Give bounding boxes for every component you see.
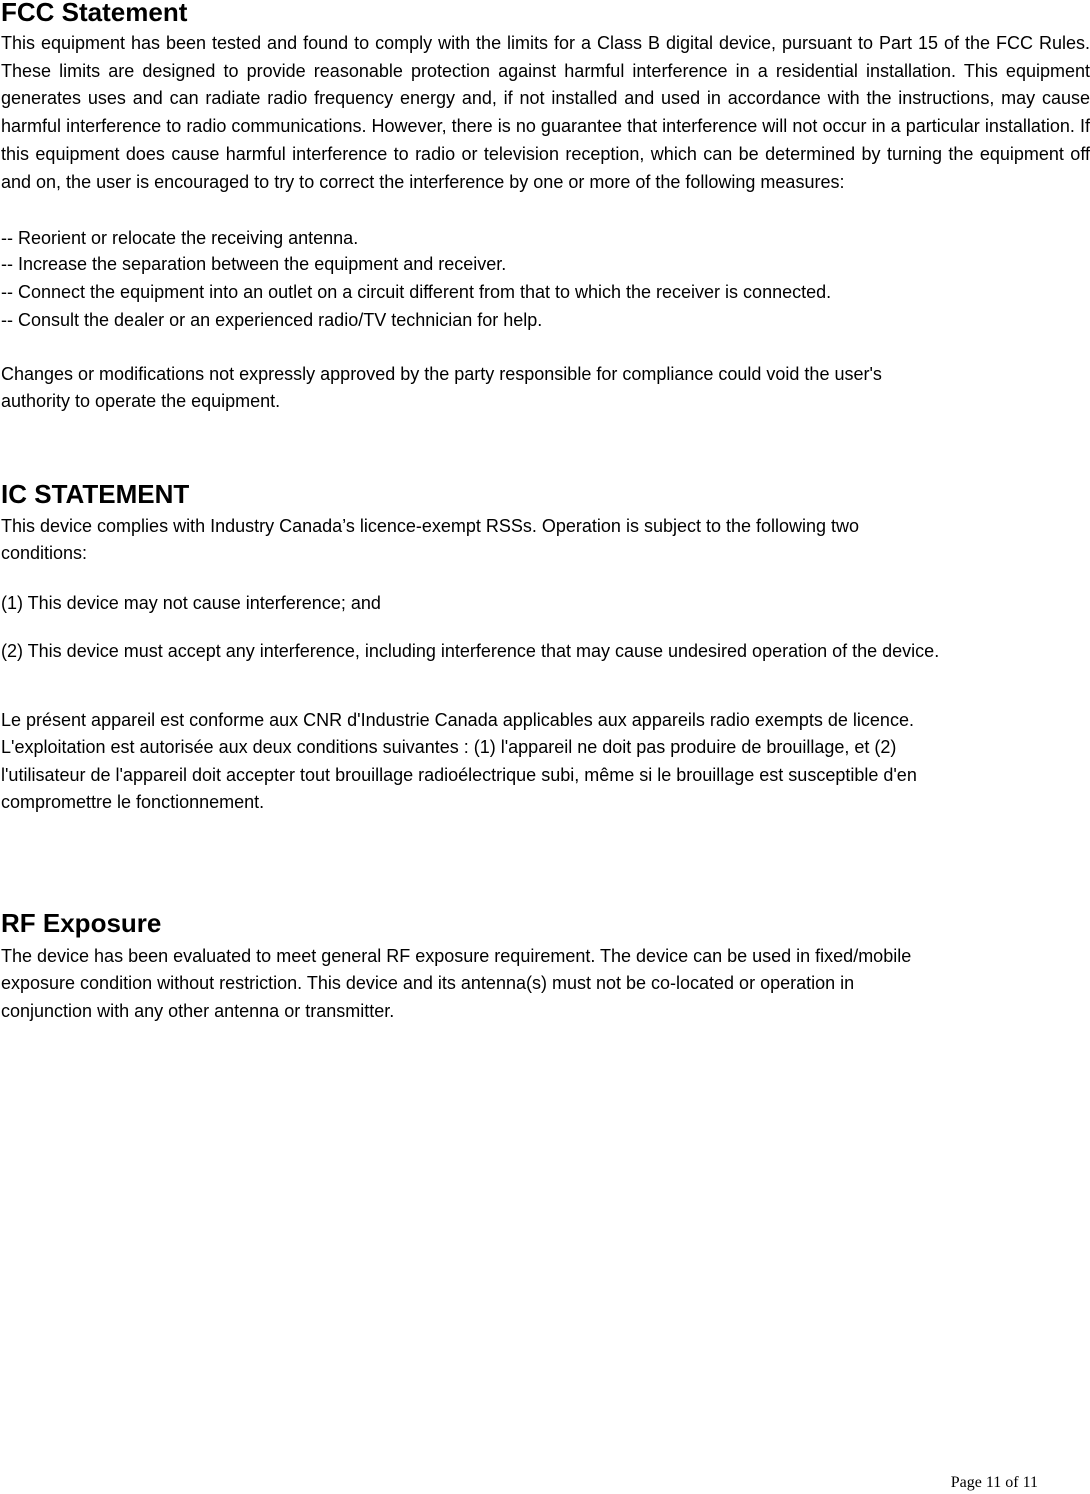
ic-intro-line-2: conditions: [1,543,88,564]
ic-french-paragraph [1,707,917,816]
ic-french-line-2: L'exploitation est autorisée aux deux conditions suivantes : (1) l'appareil ne doit pas produire de brouillage, et (2) [1,737,897,758]
ic-intro-paragraph [1,513,859,568]
ic-condition-1: (1) This device may not cause interference; and [1,593,381,613]
rf-exposure-paragraph [1,943,911,1025]
ic-intro-line-1: This device complies with Industry Canada’s licence-exempt RSSs. Operation is subject to the following two [1,516,860,536]
fcc-statement-heading: FCC Statement [1,0,188,27]
page-number: Page 11 of 11 [950,1474,1038,1491]
fcc-changes-line-1: Changes or modifications not expressly approved by the party responsible for compliance could void the user's [1,364,882,384]
fcc-measure-4: -- Consult the dealer or an experienced radio/TV technician for help. [1,310,543,330]
ic-french-line-4: compromettre le fonctionnement. [1,791,265,812]
rf-body-line-2: exposure condition without restriction. This device and its antenna(s) must not be co-located or operation in [1,973,855,994]
rf-body-line-1: The device has been evaluated to meet general RF exposure requirement. The device can be used in fixed/mobile [1,946,912,966]
ic-french-line-3: l'utilisateur de l'appareil doit accepter tout brouillage radioélectrique subi, même si le brouillage est susceptible d'en [1,764,917,785]
rf-body-line-3: conjunction with any other antenna or transmitter. [1,1000,395,1021]
rf-exposure-heading: RF Exposure [1,908,162,938]
fcc-statement-body: This equipment has been tested and found to comply with the limits for a Class B digital device, pursuant to Part 15 of the FCC Rules. These limits are designed to provide reasonable protection against harmful interference in a residential installation. This equipment generates uses and can radiate radio frequency energy and, if not installed and used in accordance with the instructions, may cause harmful interference to radio communications. However, there is no guarantee that interference will not occur in a particular installation. If this equipment does cause harmful interference to radio or television reception, which can be determined by turning the equipment off and on, the user is encouraged to try to correct the interference by one or more of the following measures: [1,33,1090,192]
fcc-measure-2: -- Increase the separation between the equipment and receiver. [1,254,507,274]
fcc-changes-paragraph [1,361,882,416]
ic-condition-2: (2) This device must accept any interference, including interference that may cause undesired operation of the device. [1,641,940,661]
fcc-measure-1: -- Reorient or relocate the receiving antenna. [1,228,359,248]
ic-french-line-1: Le présent appareil est conforme aux CNR d'Industrie Canada applicables aux appareils radio exempts de licence. [1,710,914,730]
fcc-changes-line-2: authority to operate the equipment. [1,391,281,412]
ic-statement-heading: IC STATEMENT [1,479,190,509]
fcc-measure-3: -- Connect the equipment into an outlet on a circuit different from that to which the receiver is connected. [1,282,832,302]
